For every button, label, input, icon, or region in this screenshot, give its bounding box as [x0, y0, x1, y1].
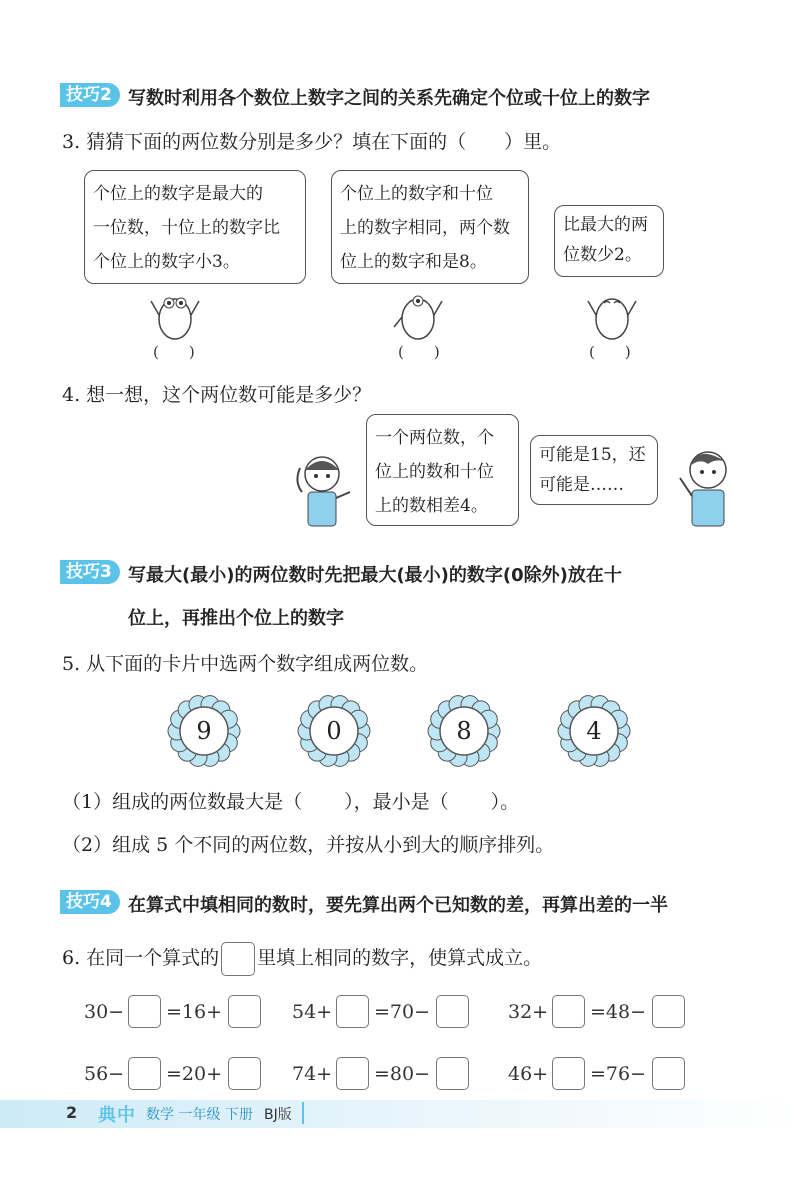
tip-text-4: 在算式中填相同的数时，要先算出两个已知数的差，再算出差的一半 — [128, 895, 668, 916]
equation-2-left: 54+ — [292, 1001, 333, 1023]
number-card-4[interactable]: 4 — [557, 694, 631, 768]
boy-speech-bubble: 可能是15，还 可能是…… — [530, 435, 658, 505]
equation-5-left: 74+ — [292, 1063, 333, 1085]
book-title: 数学 一年级 下册 — [146, 1107, 253, 1123]
equation-5-box-a[interactable] — [336, 1057, 369, 1090]
equation-3-middle: =48− — [590, 1001, 647, 1023]
equation-4-box-b[interactable] — [228, 1057, 261, 1090]
clue-bubble-3: 比最大的两 位数少2。 — [554, 205, 664, 277]
tip-tag-2: 技巧2 — [60, 83, 120, 107]
equation-2-middle: =70− — [374, 1001, 431, 1023]
equation-1-box-b[interactable] — [228, 995, 261, 1028]
equation-6-box-b[interactable] — [652, 1057, 685, 1090]
egg-character-1-icon — [145, 287, 205, 343]
equation-6-box-a[interactable] — [552, 1057, 585, 1090]
question-5-part-1: （1）组成的两位数最大是（ ），最小是（ ）。 — [62, 791, 520, 813]
tip-tag-3: 技巧3 — [60, 560, 120, 584]
question-5-part-2: （2）组成 5 个不同的两位数，并按从小到大的顺序排列。 — [62, 834, 555, 856]
equation-3-left: 32+ — [508, 1001, 549, 1023]
egg-character-3-icon — [582, 287, 642, 343]
equation-6-middle: =76− — [590, 1063, 647, 1085]
tip-text-2: 写数时利用各个数位上数字之间的关系先确定个位或十位上的数字 — [128, 88, 650, 109]
answer-paren-3[interactable]: ( ) — [589, 343, 631, 361]
equation-4-box-a[interactable] — [128, 1057, 161, 1090]
page-number: 2 — [66, 1103, 78, 1122]
number-card-9[interactable]: 9 — [167, 694, 241, 768]
edition-label: BJ版 — [264, 1107, 292, 1123]
answer-paren-2[interactable]: ( ) — [398, 343, 440, 361]
girl-character-icon — [292, 452, 358, 530]
equation-1-left: 30− — [84, 1001, 125, 1023]
equation-4-left: 56− — [84, 1063, 125, 1085]
sample-box — [221, 942, 255, 976]
question-6-title: 6. 在同一个算式的 里填上相同的数字，使算式成立。 — [62, 942, 542, 976]
question-3-title: 3. 猜猜下面的两位数分别是多少？填在下面的（ ）里。 — [62, 131, 562, 153]
equation-2-box-b[interactable] — [436, 995, 469, 1028]
equation-5-box-b[interactable] — [436, 1057, 469, 1090]
number-card-8[interactable]: 8 — [427, 694, 501, 768]
tip-tag-4: 技巧4 — [60, 890, 120, 914]
boy-character-icon — [672, 444, 738, 530]
equation-4-middle: =20+ — [166, 1063, 223, 1085]
answer-paren-1[interactable]: ( ) — [153, 343, 195, 361]
equation-3-box-b[interactable] — [652, 995, 685, 1028]
tip-text-3-line-2: 位上，再推出个位上的数字 — [128, 608, 344, 629]
footer-divider — [302, 1102, 304, 1124]
equation-1-middle: =16+ — [166, 1001, 223, 1023]
question-5-title: 5. 从下面的卡片中选两个数字组成两位数。 — [62, 653, 429, 675]
clue-bubble-2: 个位上的数字和十位 上的数字相同，两个数 位上的数字和是8。 — [331, 170, 529, 284]
equation-5-middle: =80− — [374, 1063, 431, 1085]
equation-2-box-a[interactable] — [336, 995, 369, 1028]
brand-logo: 典中 — [98, 1105, 136, 1126]
egg-character-2-icon — [388, 287, 448, 343]
number-card-0[interactable]: 0 — [297, 694, 371, 768]
girl-speech-bubble: 一个两位数，个 位上的数和十位 上的数相差4。 — [366, 414, 519, 526]
equation-3-box-a[interactable] — [552, 995, 585, 1028]
clue-bubble-1: 个位上的数字是最大的 一位数，十位上的数字比 个位上的数字小3。 — [84, 170, 306, 284]
equation-1-box-a[interactable] — [128, 995, 161, 1028]
equation-6-left: 46+ — [508, 1063, 549, 1085]
tip-text-3-line-1: 写最大(最小)的两位数时先把最大(最小)的数字(0除外)放在十 — [128, 565, 622, 586]
question-4-title: 4. 想一想，这个两位数可能是多少？ — [62, 384, 372, 406]
